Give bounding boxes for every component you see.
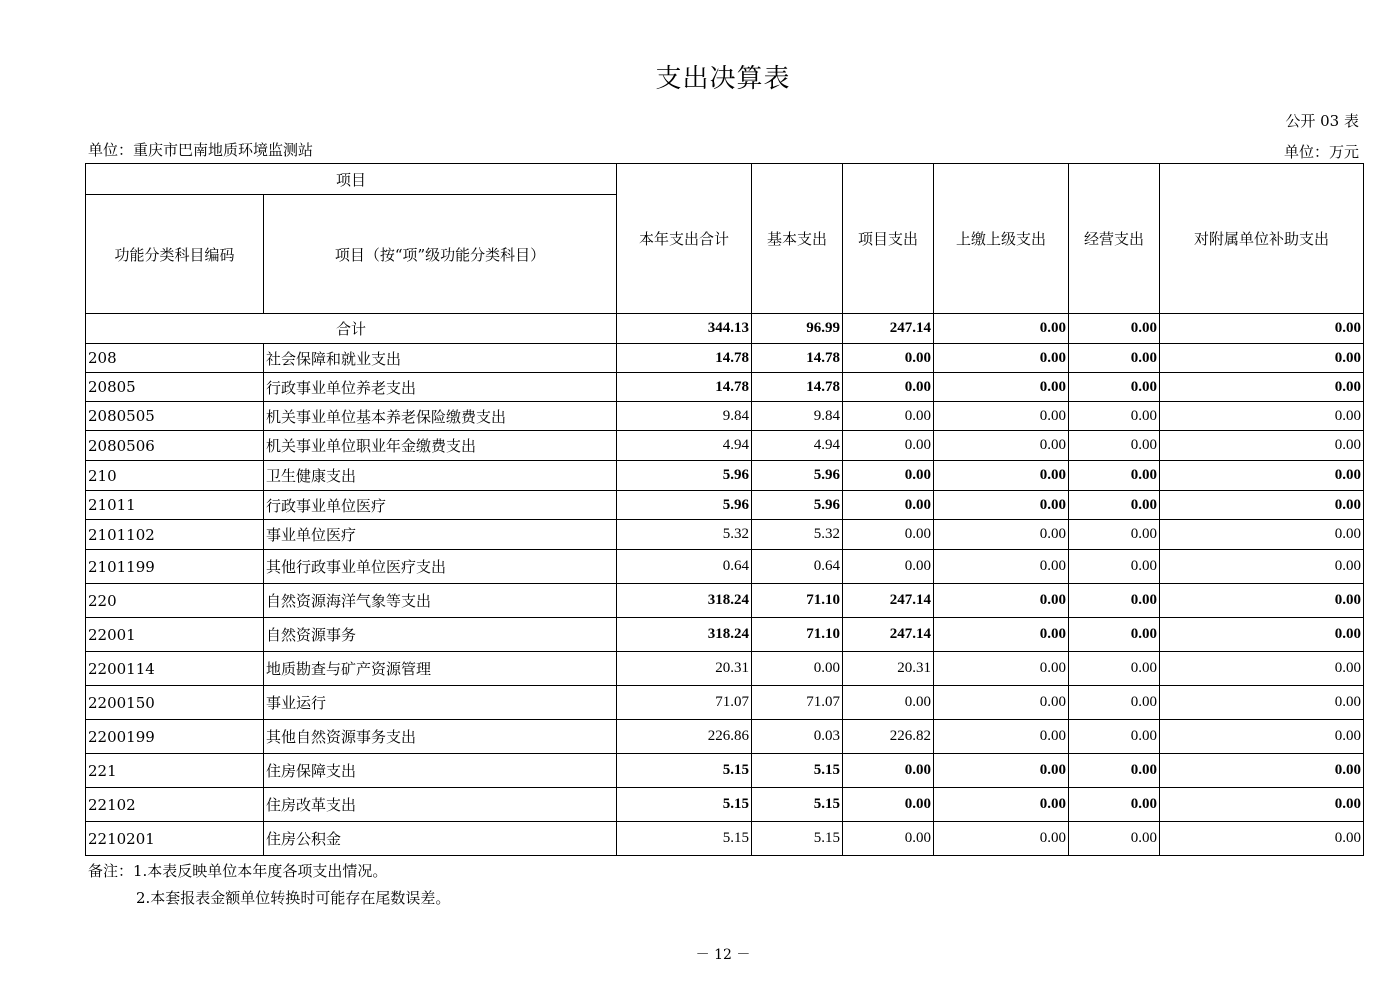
item-name-cell: 机关事业单位职业年金缴费支出 (264, 431, 617, 461)
amount-cell: 0.00 (1069, 491, 1160, 520)
function-code-cell: 2101199 (86, 550, 264, 584)
function-code-cell: 221 (86, 754, 264, 788)
amount-cell: 5.32 (752, 520, 843, 550)
amount-cell: 0.00 (843, 402, 934, 431)
item-name-cell: 住房保障支出 (264, 754, 617, 788)
amount-cell: 0.00 (1160, 822, 1364, 856)
table-row (86, 344, 1364, 373)
function-code-cell: 210 (86, 461, 264, 491)
amount-cell: 0.00 (1160, 686, 1364, 720)
total-cell: 0.00 (1160, 314, 1364, 344)
amount-cell: 71.07 (752, 686, 843, 720)
amount-cell: 0.00 (1069, 550, 1160, 584)
table-row (86, 822, 1364, 856)
amount-cell: 0.00 (843, 373, 934, 402)
table-row (86, 520, 1364, 550)
amount-cell: 5.15 (752, 754, 843, 788)
amount-cell: 5.15 (752, 822, 843, 856)
amount-cell: 247.14 (843, 618, 934, 652)
amount-cell: 0.00 (1069, 788, 1160, 822)
amount-cell: 71.10 (752, 584, 843, 618)
amount-cell: 0.00 (1160, 788, 1364, 822)
amount-cell: 5.96 (752, 461, 843, 491)
amount-cell: 0.00 (934, 491, 1069, 520)
amount-cell: 0.00 (1160, 550, 1364, 584)
form-number: 公开 03 表 (1285, 112, 1359, 130)
function-code-cell: 21011 (86, 491, 264, 520)
page-number: － 12 － (695, 947, 751, 963)
amount-cell: 0.00 (1160, 461, 1364, 491)
amount-cell: 0.00 (934, 618, 1069, 652)
amount-cell: 0.00 (1069, 431, 1160, 461)
header-basic: 基本支出 (752, 164, 843, 314)
amount-cell: 0.00 (843, 788, 934, 822)
table-row (86, 491, 1364, 520)
amount-cell: 14.78 (617, 344, 752, 373)
amount-cell: 0.00 (1069, 520, 1160, 550)
amount-cell: 0.00 (752, 652, 843, 686)
amount-cell: 4.94 (752, 431, 843, 461)
amount-cell: 0.00 (1069, 822, 1160, 856)
function-code-cell: 2200199 (86, 720, 264, 754)
amount-cell: 0.00 (1160, 584, 1364, 618)
total-cell: 96.99 (752, 314, 843, 344)
table-row (86, 461, 1364, 491)
total-label: 合计 (86, 314, 617, 344)
reporting-unit: 单位：重庆市巴南地质环境监测站 (88, 141, 314, 159)
item-name-cell: 机关事业单位基本养老保险缴费支出 (264, 402, 617, 431)
amount-cell: 0.03 (752, 720, 843, 754)
amount-cell: 0.00 (934, 344, 1069, 373)
amount-cell: 5.15 (617, 754, 752, 788)
function-code-cell: 2080505 (86, 402, 264, 431)
header-business: 经营支出 (1069, 164, 1160, 314)
item-name-cell: 社会保障和就业支出 (264, 344, 617, 373)
amount-cell: 0.00 (934, 652, 1069, 686)
amount-cell: 0.00 (1160, 491, 1364, 520)
amount-cell: 0.00 (843, 431, 934, 461)
note-line-2: 2.本套报表金额单位转换时可能存在尾数误差。 (136, 889, 451, 907)
amount-cell: 0.00 (934, 822, 1069, 856)
amount-cell: 0.00 (1160, 373, 1364, 402)
header-code: 功能分类科目编码 (86, 195, 264, 314)
amount-cell: 0.00 (843, 754, 934, 788)
amount-cell: 0.00 (1160, 618, 1364, 652)
amount-cell: 0.00 (1069, 584, 1160, 618)
amount-cell: 226.82 (843, 720, 934, 754)
amount-cell: 0.00 (843, 686, 934, 720)
amount-cell: 0.00 (1160, 520, 1364, 550)
amount-cell: 0.00 (1160, 402, 1364, 431)
amount-cell: 4.94 (617, 431, 752, 461)
function-code-cell: 2210201 (86, 822, 264, 856)
amount-cell: 0.00 (843, 344, 934, 373)
item-name-cell: 其他行政事业单位医疗支出 (264, 550, 617, 584)
amount-cell: 0.00 (1069, 461, 1160, 491)
amount-cell: 0.00 (934, 788, 1069, 822)
amount-cell: 0.00 (1069, 652, 1160, 686)
amount-cell: 0.64 (617, 550, 752, 584)
header-subsidy: 对附属单位补助支出 (1160, 164, 1364, 314)
item-name-cell: 事业单位医疗 (264, 520, 617, 550)
header-total: 本年支出合计 (617, 164, 752, 314)
amount-cell: 0.00 (1069, 344, 1160, 373)
amount-cell: 0.00 (843, 520, 934, 550)
amount-cell: 0.00 (1069, 720, 1160, 754)
amount-cell: 0.00 (843, 550, 934, 584)
amount-cell: 0.00 (1069, 754, 1160, 788)
amount-cell: 0.00 (934, 461, 1069, 491)
table-row (86, 584, 1364, 618)
amount-cell: 5.15 (752, 788, 843, 822)
amount-cell: 0.00 (934, 550, 1069, 584)
table-row (86, 618, 1364, 652)
amount-cell: 5.96 (617, 461, 752, 491)
amount-cell: 0.00 (843, 461, 934, 491)
amount-cell: 318.24 (617, 618, 752, 652)
amount-cell: 0.00 (1160, 652, 1364, 686)
amount-cell: 14.78 (752, 373, 843, 402)
table-row (86, 754, 1364, 788)
total-cell: 247.14 (843, 314, 934, 344)
amount-cell: 226.86 (617, 720, 752, 754)
amount-cell: 0.00 (934, 373, 1069, 402)
amount-cell: 71.10 (752, 618, 843, 652)
table-row (86, 686, 1364, 720)
amount-cell: 0.00 (843, 822, 934, 856)
item-name-cell: 自然资源海洋气象等支出 (264, 584, 617, 618)
amount-cell: 0.00 (934, 520, 1069, 550)
amount-cell: 20.31 (843, 652, 934, 686)
amount-cell: 14.78 (617, 373, 752, 402)
header-project: 项目 (86, 164, 617, 195)
function-code-cell: 2200114 (86, 652, 264, 686)
function-code-cell: 208 (86, 344, 264, 373)
item-name-cell: 卫生健康支出 (264, 461, 617, 491)
amount-cell: 0.00 (843, 491, 934, 520)
function-code-cell: 20805 (86, 373, 264, 402)
amount-cell: 5.96 (752, 491, 843, 520)
function-code-cell: 22102 (86, 788, 264, 822)
function-code-cell: 2101102 (86, 520, 264, 550)
amount-cell: 0.00 (934, 402, 1069, 431)
total-cell: 0.00 (1069, 314, 1160, 344)
amount-cell: 247.14 (843, 584, 934, 618)
total-cell: 344.13 (617, 314, 752, 344)
amount-cell: 0.00 (1069, 373, 1160, 402)
amount-cell: 9.84 (752, 402, 843, 431)
item-name-cell: 其他自然资源事务支出 (264, 720, 617, 754)
header-upper: 上缴上级支出 (934, 164, 1069, 314)
amount-cell: 0.00 (934, 686, 1069, 720)
function-code-cell: 2080506 (86, 431, 264, 461)
amount-cell: 0.00 (1069, 402, 1160, 431)
function-code-cell: 22001 (86, 618, 264, 652)
amount-cell: 9.84 (617, 402, 752, 431)
amount-cell: 318.24 (617, 584, 752, 618)
note-line-1: 备注：1.本表反映单位本年度各项支出情况。 (88, 862, 388, 880)
page-title: 支出决算表 (655, 64, 791, 94)
amount-cell: 0.00 (1160, 344, 1364, 373)
header-project-expenditure: 项目支出 (843, 164, 934, 314)
amount-cell: 0.00 (934, 584, 1069, 618)
table-row (86, 431, 1364, 461)
function-code-cell: 220 (86, 584, 264, 618)
table-row (86, 402, 1364, 431)
amount-cell: 0.00 (1069, 618, 1160, 652)
amount-cell: 0.00 (1160, 720, 1364, 754)
amount-cell: 0.00 (1160, 754, 1364, 788)
amount-cell: 20.31 (617, 652, 752, 686)
item-name-cell: 地质勘查与矿产资源管理 (264, 652, 617, 686)
item-name-cell: 事业运行 (264, 686, 617, 720)
amount-cell: 0.00 (934, 754, 1069, 788)
amount-cell: 14.78 (752, 344, 843, 373)
amount-cell: 5.15 (617, 822, 752, 856)
item-name-cell: 自然资源事务 (264, 618, 617, 652)
amount-cell: 5.15 (617, 788, 752, 822)
table-row (86, 720, 1364, 754)
item-name-cell: 行政事业单位医疗 (264, 491, 617, 520)
notes (88, 858, 450, 912)
total-row (86, 314, 1364, 344)
table-row (86, 373, 1364, 402)
amount-cell: 71.07 (617, 686, 752, 720)
amount-cell: 0.00 (934, 720, 1069, 754)
function-code-cell: 2200150 (86, 686, 264, 720)
table-row (86, 652, 1364, 686)
item-name-cell: 住房改革支出 (264, 788, 617, 822)
currency-unit: 单位：万元 (1283, 143, 1359, 161)
item-name-cell: 住房公积金 (264, 822, 617, 856)
header-name: 项目（按“项”级功能分类科目） (264, 195, 617, 314)
item-name-cell: 行政事业单位养老支出 (264, 373, 617, 402)
amount-cell: 0.64 (752, 550, 843, 584)
total-cell: 0.00 (934, 314, 1069, 344)
amount-cell: 5.96 (617, 491, 752, 520)
table-row (86, 788, 1364, 822)
table-row (86, 550, 1364, 584)
amount-cell: 5.32 (617, 520, 752, 550)
amount-cell: 0.00 (1160, 431, 1364, 461)
amount-cell: 0.00 (1069, 686, 1160, 720)
amount-cell: 0.00 (934, 431, 1069, 461)
expenditure-table (85, 163, 1364, 856)
